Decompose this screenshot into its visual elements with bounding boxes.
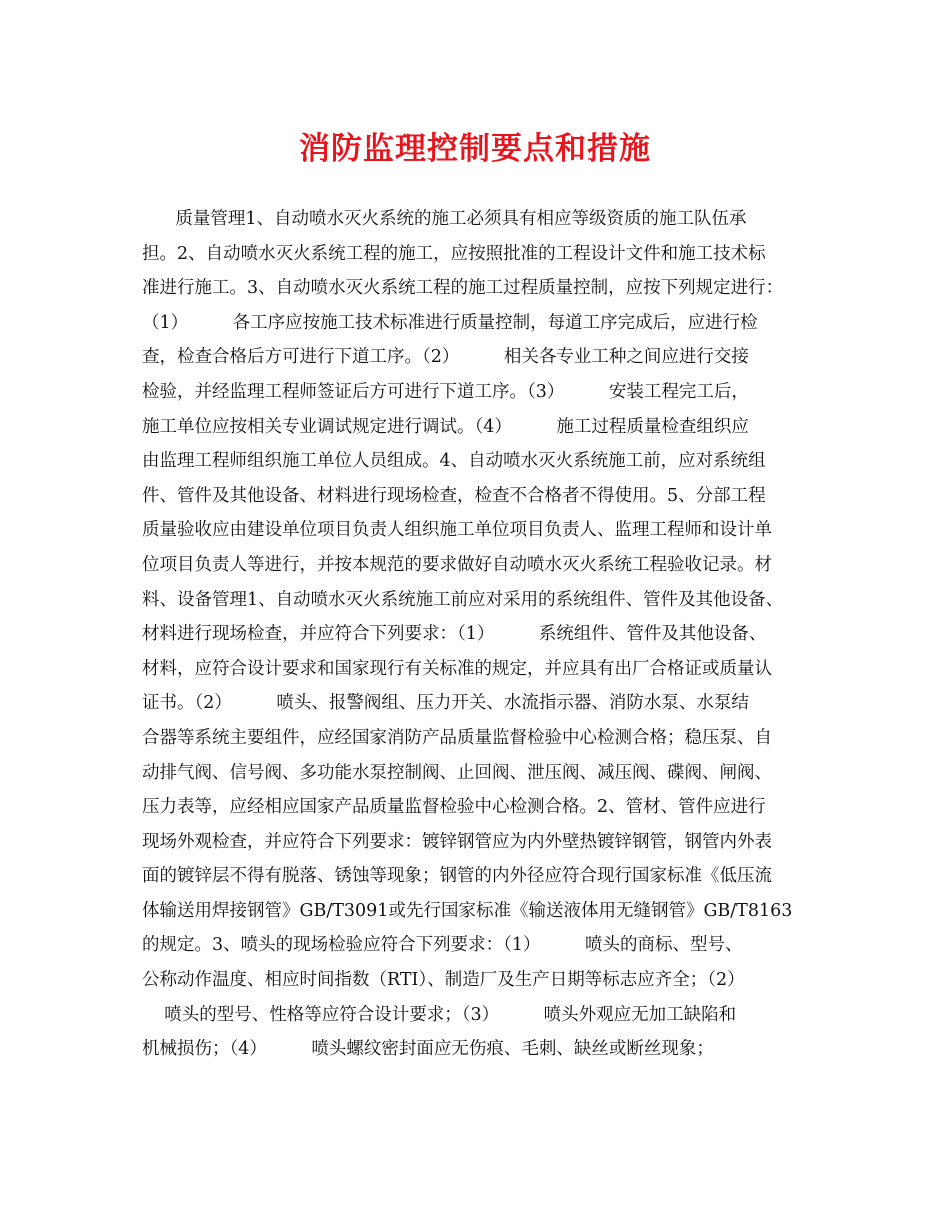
body-line: 动排气阀、信号阀、多功能水泵控制阀、止回阀、泄压阀、减压阀、碟阀、闸阀、	[142, 762, 772, 783]
body-line: 质量验收应由建设单位项目负责人组织施工单位项目负责人、监理工程师和设计单	[142, 520, 772, 541]
body-line: 位项目负责人等进行，并按本规范的要求做好自动喷水灭火系统工程验收记录。材	[142, 554, 772, 575]
body-line: 体输送用焊接钢管》GB/T3091或先行国家标准《输送液体用无缝钢管》GB/T8163	[142, 900, 793, 921]
body-line: 压力表等，应经相应国家产品质量监督检验中心检测合格。2、管材、管件应进行	[142, 797, 766, 818]
body-line: 检验，并经监理工程师签证后方可进行下道工序。（3） 安装工程完工后，	[142, 381, 749, 402]
body-line: 料、设备管理1、自动喷水灭火系统施工前应对采用的系统组件、管件及其他设备、	[142, 589, 784, 610]
body-line: 由监理工程师组织施工单位人员组成。4、自动喷水灭火系统施工前，应对系统组	[142, 451, 766, 472]
body-line: 查，检查合格后方可进行下道工序。（2） 相关各专业工种之间应进行交接	[142, 347, 749, 368]
body-line: （1） 各工序应按施工技术标准进行质量控制，每道工序完成后，应进行检	[142, 312, 758, 333]
body-line: 材料进行现场检查，并应符合下列要求：（1） 系统组件、管件及其他设备、	[142, 624, 767, 645]
document-body	[142, 202, 832, 1067]
body-line: 施工单位应按相关专业调试规定进行调试。（4） 施工过程质量检查组织应	[142, 416, 749, 437]
body-line: 合器等系统主要组件，应经国家消防产品质量监督检验中心检测合格；稳压泵、自	[142, 727, 772, 748]
body-line: 准进行施工。3、自动喷水灭火系统工程的施工过程质量控制，应按下列规定进行：	[142, 278, 784, 299]
body-line: 件、管件及其他设备、材料进行现场检查，检查不合格者不得使用。5、分部工程	[142, 485, 766, 506]
body-line: 证书。（2） 喷头、报警阀组、压力开关、水流指示器、消防水泵、水泵结	[142, 693, 749, 714]
body-line: 公称动作温度、相应时间指数（RTI）、制造厂及生产日期等标志应齐全；（2）	[142, 970, 745, 991]
body-line: 喷头的型号、性格等应符合设计要求；（3） 喷头外观应无加工缺陷和	[142, 1004, 737, 1025]
body-line: 担。2、自动喷水灭火系统工程的施工，应按照批准的工程设计文件和施工技术标	[142, 243, 766, 264]
body-line: 材料，应符合设计要求和国家现行有关标准的规定，并应具有出厂合格证或质量认	[142, 658, 772, 679]
body-line: 面的镀锌层不得有脱落、锈蚀等现象；钢管的内外径应符合现行国家标准《低压流	[142, 866, 772, 887]
body-line: 质量管理1、自动喷水灭火系统的施工必须具有相应等级资质的施工队伍承	[142, 209, 747, 229]
body-line: 机械损伤；（4） 喷头螺纹密封面应无伤痕、毛刺、缺丝或断丝现象；	[142, 1039, 714, 1060]
body-line: 现场外观检查，并应符合下列要求：镀锌钢管应为内外壁热镀锌钢管，钢管内外表	[142, 831, 772, 852]
document-title: 消防监理控制要点和措施	[299, 131, 651, 167]
body-line: 的规定。3、喷头的现场检验应符合下列要求：（1） 喷头的商标、型号、	[142, 935, 743, 956]
